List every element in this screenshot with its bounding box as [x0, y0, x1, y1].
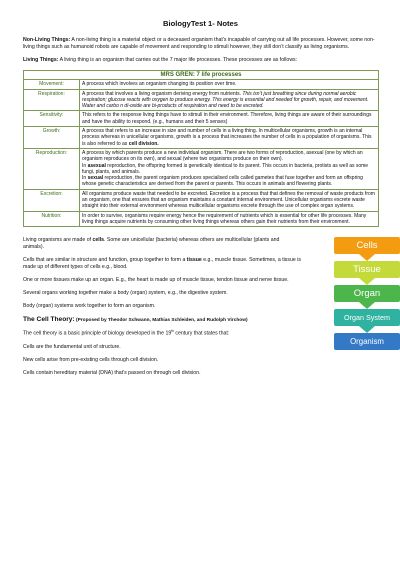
organ-box: Organ	[334, 285, 400, 302]
row-text	[80, 127, 379, 149]
row-label: Excretion:	[24, 189, 80, 211]
down-arrow-icon	[359, 302, 375, 309]
row-text	[80, 89, 379, 111]
reproduction-p3-bold: sexual	[87, 175, 104, 182]
cell-theory-item-3: Cells contain hereditary material (DNA) that’s passed on through cell division.	[23, 369, 201, 376]
row-label: Sensitivity:	[24, 111, 80, 127]
page-title: BiologyTest 1- Notes	[163, 19, 238, 28]
reproduction-p3-post: reproduction, the parent organism produces specialised cells called gametes that fuse together and form an offspring whose genetic characteristics are derived from the parent or parents. This occurs in animals and flowering plants.	[82, 175, 363, 188]
cells-section	[23, 237, 390, 377]
table-heading: MRS GREN: 7 life processes	[24, 71, 379, 80]
nonliving-label: Non-Living Things:	[23, 37, 71, 43]
reproduction-p2-bold: asexual	[87, 162, 106, 169]
row-text: All organisms produce waste that needed to be excreted. Excretion is a process that that defines the removal of waste products from an organism, one that ensures that an organism maintains a constant internal environment. Unicellular organisms excrete waste straight into their external environment whereas multicellular organisms excrete through the use of complex organ systems.	[80, 189, 379, 211]
table-row	[24, 189, 379, 211]
row-text: A process which involves an organism changing its position over time.	[80, 80, 379, 89]
reproduction-p3	[82, 175, 376, 188]
down-arrow-icon	[359, 254, 375, 261]
table-row	[24, 111, 379, 127]
growth-text: A process that refers to an increase in size and number of cells in a living thing. In multicellular organisms, growth is an internal process whereas in unicellular organisms, growth is a process that increases the number of cells in a population of organisms. This is also referred to as	[82, 128, 372, 147]
cells-p1-pre: Living organisms are made of	[23, 237, 93, 244]
cell-theory-heading	[23, 316, 378, 323]
living-paragraph	[23, 57, 378, 64]
row-label: Nutrition:	[24, 211, 80, 227]
row-label: Movement:	[24, 80, 80, 89]
organ-system-box: Organ System	[334, 309, 400, 326]
row-text: This refers to the response living things have to stimuli in their environment. Therefore, living things are aware of their surroundings and have the ability to respond. (e.g., humans and their 5 senses)	[80, 111, 379, 127]
reproduction-p3-pre: In	[82, 175, 88, 182]
life-processes-table	[23, 70, 379, 227]
living-text: A living thing is an organism that carries out the 7 major life processes. These processes are as follows:	[58, 57, 298, 63]
reproduction-p2-post: reproduction, the offspring formed is genetically identical to its parent. This occurs in bacteria, protists as well as some fungi, plants, and animals.	[82, 162, 369, 175]
growth-bold: cell division.	[128, 140, 159, 147]
living-label: Living Things:	[23, 57, 59, 63]
row-label: Reproduction:	[24, 148, 80, 189]
respiration-italic: This isn’t just breathing since during normal aerobic respiration; glucose reacts with oxygen to produce energy. This energy is essential and needed for growth, repair, and movement. Water and carbo n di-oxide are bi-products of respiration and need to be excreted.	[82, 90, 369, 110]
down-arrow-icon	[359, 326, 375, 333]
theory-intro-sup: th	[171, 329, 174, 334]
theory-intro-post: century that states that:	[173, 330, 230, 337]
cells-p1-post: . Some are unicellular (bacteria) whereas others are multicellular (plants and animals).	[23, 237, 280, 251]
cell-theory-credit: (Proposed by Theodor Schwann, Mathias Schleiden, and Rudolph Virchow)	[74, 318, 248, 324]
row-label: Respiration:	[24, 89, 80, 111]
table-row	[24, 148, 379, 189]
respiration-text: A process that involves a living organism deriving energy from nutrients.	[82, 90, 243, 97]
cell-theory-item-2: New cells arise from pre-existing cells through cell division.	[23, 356, 159, 363]
cells-paragraph-1	[23, 237, 301, 251]
theory-intro-pre: The cell theory is a basic principle of biology developed in the 19	[23, 330, 172, 337]
cells-paragraph-4: Several organs working together make a body (organ) system, e.g., the digestive system.	[23, 290, 228, 297]
row-text	[80, 148, 379, 189]
table-row	[24, 89, 379, 111]
cell-theory-title: The Cell Theory:	[23, 316, 75, 324]
reproduction-p2-pre: In	[82, 162, 88, 169]
cells-p1-bold: cells	[92, 237, 105, 244]
table-row	[24, 211, 379, 227]
organism-box: Organism	[334, 333, 400, 350]
cells-p2-pre: Cells that are similar in structure and function, group together to form a	[23, 257, 187, 264]
cells-p2-bold: tissue	[186, 257, 202, 264]
cells-paragraph-5: Body (organ) systems work together to form an organism.	[23, 303, 156, 310]
tissue-box: Tissue	[334, 261, 400, 278]
down-arrow-icon	[359, 278, 375, 285]
reproduction-p1: A process by which parents produce a new individual organism. There are two forms of reproduction, asexual (one by which an organism reproduces on its own), and sexual (where two organisms produce on their own).	[82, 149, 363, 163]
organization-flowchart	[334, 237, 400, 350]
row-label: Growth:	[24, 127, 80, 149]
nonliving-text: A non-living thing is a material object or a deceased organism that’s incapable of carrying out all life processes. However, some non-living things such as humanoid robots are capable of movement and responding to stimuli however, they still don’t classify as living organisms.	[23, 37, 375, 50]
nonliving-paragraph	[23, 37, 378, 51]
cell-theory-intro	[23, 328, 301, 338]
cells-p2-post: e.g., muscle tissue. Sometimes, a tissue is made up of different types of cells e.g., blood.	[23, 257, 301, 271]
table-row	[24, 127, 379, 149]
cell-theory-item-1: Cells are the fundamental unit of structure.	[23, 343, 121, 350]
cells-box: Cells	[334, 237, 400, 254]
row-text: In order to survive, organisms require energy hence the requirement of nutrients which is essential for other life processes. Many living things acquire nutrients by consuming other living things whereas others gain their nutrients from their environment.	[80, 211, 379, 227]
cells-paragraph-3: One or more tissues make up an organ. E.g., the heart is made up of muscle tissue, tendon tissue and nerve tissue.	[23, 277, 289, 284]
table-row	[24, 80, 379, 89]
cells-paragraph-2	[23, 257, 301, 271]
reproduction-p2	[82, 163, 376, 176]
